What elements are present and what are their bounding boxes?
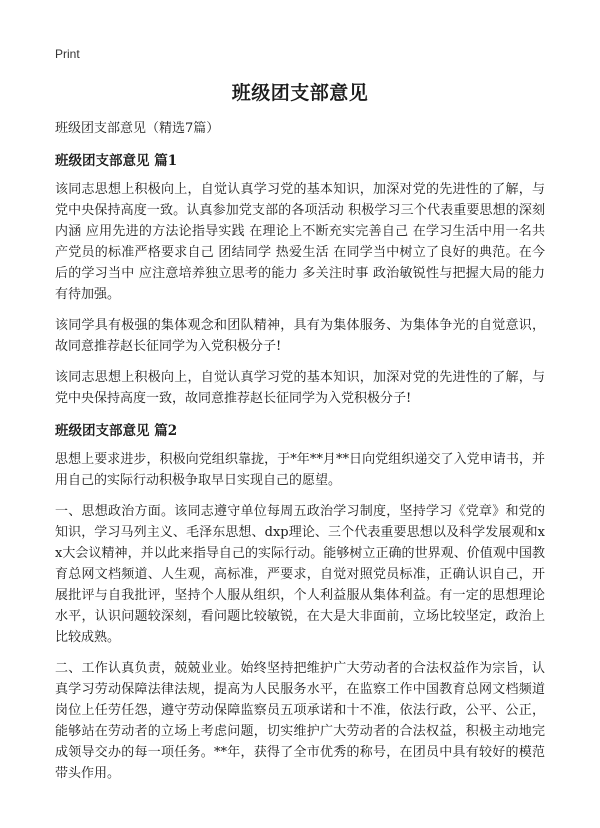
section-heading: 班级团支部意见 篇2 xyxy=(55,423,178,439)
section-2 xyxy=(55,421,545,784)
paragraph: 该同志思想上积极向上，自觉认真学习党的基本知识，加深对党的先进性的了解，与党中央保持高度一致，故同意推荐赵长征同学为入党积极分子! xyxy=(55,370,545,406)
paragraph: 该同学具有极强的集体观念和团队精神，具有为集体服务、为集体争光的自觉意识，故同意推荐赵长征同学为入党积极分子! xyxy=(55,318,545,354)
document-body xyxy=(55,118,545,794)
section-heading: 班级团支部意见 篇1 xyxy=(55,153,178,169)
section-1 xyxy=(55,151,545,409)
paragraph: 该同志思想上积极向上，自觉认真学习党的基本知识，加深对党的先进性的了解，与党中央保持高度一致。认真参加党支部的各项活动 积极学习三个代表重要思想的深刻内涵 应用先进的方法论指导实践 在理论上不断充实完善自己 在学习生活中用一名共产党员的标准严格要求自己 团结同学 热爱生活 在同学当中树立了良好的典范。在今后的学习当中 应注意培养独立思考的能力 多关注时事 政治敏锐性与把握大局的能力有待加强。 xyxy=(55,182,545,302)
paragraph: 二、工作认真负责，兢兢业业。始终坚持把维护广大劳动者的合法权益作为宗旨，认真学习劳动保障法律法规，提高为人民服务水平，在监察工作中国教育总网文档频道岗位上任劳任怨，遵守劳动保障监察员五项承诺和十不准，依法行政，公平、公正，能够站在劳动者的立场上考虑问题，切实维护广大劳动者的合法权益，积极主动地完成领导交办的每一项任务。**年，获得了全市优秀的称号，在团员中具有较好的模范带头作用。 xyxy=(55,661,545,781)
document-subtitle: 班级团支部意见（精选7篇） xyxy=(55,121,220,136)
paragraph: 思想上要求进步，积极向党组织靠拢，于*年**月**日向党组织递交了入党申请书，并用自己的实际行动积极争取早日实现自己的愿望。 xyxy=(55,452,545,488)
paragraph: 一、思想政治方面。该同志遵守单位每周五政治学习制度，坚持学习《党章》和党的知识，学习马列主义、毛泽东思想、dxp理论、三个代表重要思想以及科学发展观和xx大会议精神，并以此来指导自己的实际行动。能够树立正确的世界观、价值观中国教育总网文档频道、人生观，高标准，严要求，自觉对照党员标准，正确认识自己，开展批评与自我批评，坚持个人服从组织，个人利益服从集体利益。有一定的思想理论水平，认识问题较深刻，看问题比较敏锐，在大是大非面前，立场比较坚定，政治上比较成熟。 xyxy=(55,504,545,645)
print-link[interactable]: Print xyxy=(55,47,80,61)
page-title: 班级团支部意见 xyxy=(231,82,369,104)
